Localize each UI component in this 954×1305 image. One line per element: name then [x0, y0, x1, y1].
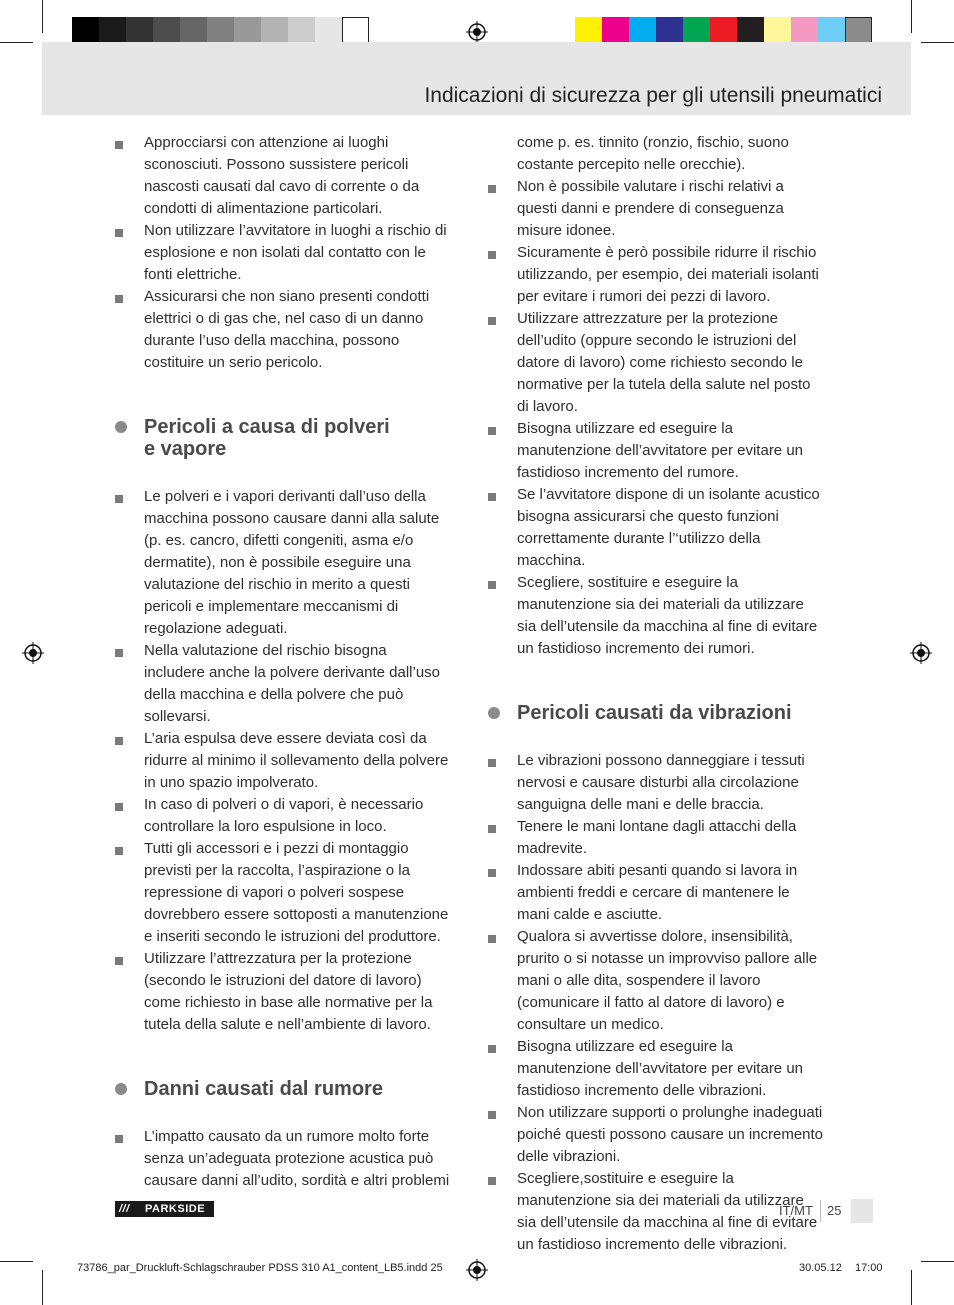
bullet-square-icon — [115, 1135, 123, 1143]
bullet-square-icon — [115, 295, 123, 303]
bullet-square-icon — [488, 1045, 496, 1053]
bullet-square-icon — [115, 803, 123, 811]
slug-date: 30.05.12 — [799, 1262, 842, 1274]
list-item: Scegliere, sostituire e eseguire la manutenzione sia dei materiali da utilizzare sia dell’utensile da macchina al fine di evitare un fastidioso incremento dei rumori. — [488, 572, 824, 660]
list-item: Tutti gli accessori e i pezzi di montaggio previsti per la raccolta, l’aspirazione o la repressione di vapori o polveri sospese dovrebbero essere sottoposti a manutenzione e inseriti secondo le istruzioni del produttore. — [115, 838, 451, 948]
section-heading-noise: Danni causati dal rumore — [115, 1078, 451, 1100]
crop-mark — [911, 0, 912, 33]
bullet-square-icon — [488, 185, 496, 193]
registration-mark-icon — [910, 642, 932, 664]
registration-mark-icon — [466, 21, 488, 43]
crop-mark — [0, 42, 33, 43]
list-item: Assicurarsi che non siano presenti condotti elettrici o di gas che, nel caso di un danno durante l’uso della macchina, possono costituire un serio pericolo. — [115, 286, 451, 374]
registration-mark-icon — [466, 1259, 488, 1281]
list-item: L’impatto causato da un rumore molto forte senza un’adeguata protezione acustica può causare danni all’udito, sordità e altri problemi — [115, 1126, 451, 1192]
registration-mark-icon — [22, 642, 44, 664]
crop-mark — [921, 42, 954, 43]
bullet-square-icon — [488, 581, 496, 589]
right-column — [488, 132, 824, 1256]
bullet-square-icon — [488, 493, 496, 501]
list-item: L’aria espulsa deve essere deviata così da ridurre al minimo il sollevamento della polvere in uno spazio impolverato. — [115, 728, 451, 794]
list-item: Tenere le mani lontane dagli attacchi della madrevite. — [488, 816, 824, 860]
page-title: Indicazioni di sicurezza per gli utensili pneumatici — [424, 84, 882, 107]
page-number: 25 — [827, 1203, 842, 1218]
list-item: Bisogna utilizzare ed eseguire la manutenzione dell’avvitatore per evitare un fastidioso incremento del rumore. — [488, 418, 824, 484]
list-item: Approcciarsi con attenzione ai luoghi sconosciuti. Possono sussistere pericoli nascosti causati dal cavo di corrente o da condotti di alimentazione particolari. — [115, 132, 451, 220]
language-code: IT/MT — [779, 1203, 813, 1218]
crop-mark — [911, 1270, 912, 1305]
bullet-square-icon — [488, 1111, 496, 1119]
divider — [820, 1200, 821, 1222]
list-item: Non è possibile valutare i rischi relativi a questi danni e prendere di conseguenza misure idonee. — [488, 176, 824, 242]
list-item: Non utilizzare l’avvitatore in luoghi a rischio di esplosione e non isolati dal contatto con le fonti elettriche. — [115, 220, 451, 286]
list-item: Indossare abiti pesanti quando si lavora in ambienti freddi e cercare di mantenere le mani calde e asciutte. — [488, 860, 824, 926]
list-item: Utilizzare l’attrezzatura per la protezione (secondo le istruzioni del datore di lavoro) come richiesto in base alle normative per la tutela della salute e nell’ambiente di lavoro. — [115, 948, 451, 1036]
list-item-continuation: come p. es. tinnito (ronzio, fischio, suono costante percepito nelle orecchie). — [517, 134, 789, 173]
crop-mark — [42, 1270, 43, 1305]
list-item: In caso di polveri o di vapori, è necessario controllare la loro espulsione in loco. — [115, 794, 451, 838]
bullet-square-icon — [115, 649, 123, 657]
bullet-square-icon — [115, 737, 123, 745]
list-item: Le vibrazioni possono danneggiare i tessuti nervosi e causare disturbi alla circolazione sanguigna delle mani e delle braccia. — [488, 750, 824, 816]
crop-mark — [0, 1261, 33, 1262]
bullet-square-icon — [488, 825, 496, 833]
slug-time: 17:00 — [855, 1262, 883, 1274]
bullet-square-icon — [488, 427, 496, 435]
list-item: Non utilizzare supporti o prolunghe inadeguati poiché questi possono causare un incremento delle vibrazioni. — [488, 1102, 824, 1168]
section-dot-icon — [115, 421, 127, 433]
bullet-square-icon — [488, 317, 496, 325]
bullet-square-icon — [488, 251, 496, 259]
crop-mark — [921, 1261, 954, 1262]
list-item: Scegliere,sostituire e eseguire la manutenzione sia dei materiali da utilizzare sia dell’utensile da macchina al fine di evitare un fastidioso incremento delle vibrazioni. — [488, 1168, 824, 1256]
section-dot-icon — [488, 707, 500, 719]
list-item: Bisogna utilizzare ed eseguire la manutenzione dell’avvitatore per evitare un fastidioso incremento delle vibrazioni. — [488, 1036, 824, 1102]
list-item: Qualora si avvertisse dolore, insensibilità, prurito o si notasse un improvviso pallore alle mani o alle dita, sospendere il lavoro (comunicare il fatto al datore di lavoro) e consultare un medico. — [488, 926, 824, 1036]
bullet-square-icon — [488, 1177, 496, 1185]
list-item: Se l’avvitatore dispone di un isolante acustico bisogna assicurarsi che questo funzioni correttamente durante l’‘utilizzo della macchina. — [488, 484, 824, 572]
list-item: Utilizzare attrezzature per la protezione dell’udito (oppure secondo le istruzioni del datore di lavoro) come richiesto secondo le normative per la tutela della salute nel posto di lavoro. — [488, 308, 824, 418]
bullet-square-icon — [488, 869, 496, 877]
bullet-square-icon — [115, 847, 123, 855]
parkside-logo: /// PARKSIDE — [115, 1201, 214, 1217]
crop-mark — [42, 0, 43, 33]
list-item: Nella valutazione del rischio bisogna includere anche la polvere derivante dall’uso della macchina e della polvere che può sollevarsi. — [115, 640, 451, 728]
slug-filename: 73786_par_Druckluft-Schlagschrauber PDSS 310 A1_content_LB5.indd 25 — [77, 1262, 443, 1274]
section-heading-dust: Pericoli a causa di polveri e vapore — [115, 416, 451, 460]
bullet-square-icon — [115, 495, 123, 503]
list-item: Sicuramente è però possibile ridurre il rischio utilizzando, per esempio, dei materiali isolanti per evitare i rumori dei pezzi di lavoro. — [488, 242, 824, 308]
list-item: Le polveri e i vapori derivanti dall’uso della macchina possono causare danni alla salute (p. es. cancro, difetti congeniti, asma e/o dermatite), non è possibile eseguire una valutazione del rischio in merito a questi pericoli e implementare meccanismi di regolazione adeguati. — [115, 486, 451, 640]
bullet-square-icon — [115, 141, 123, 149]
page-tab — [851, 1199, 873, 1223]
bullet-square-icon — [488, 759, 496, 767]
bullet-square-icon — [115, 957, 123, 965]
section-heading-vibration: Pericoli causati da vibrazioni — [488, 702, 824, 724]
left-column — [115, 132, 451, 1192]
bullet-square-icon — [488, 935, 496, 943]
section-dot-icon — [115, 1083, 127, 1095]
bullet-square-icon — [115, 229, 123, 237]
